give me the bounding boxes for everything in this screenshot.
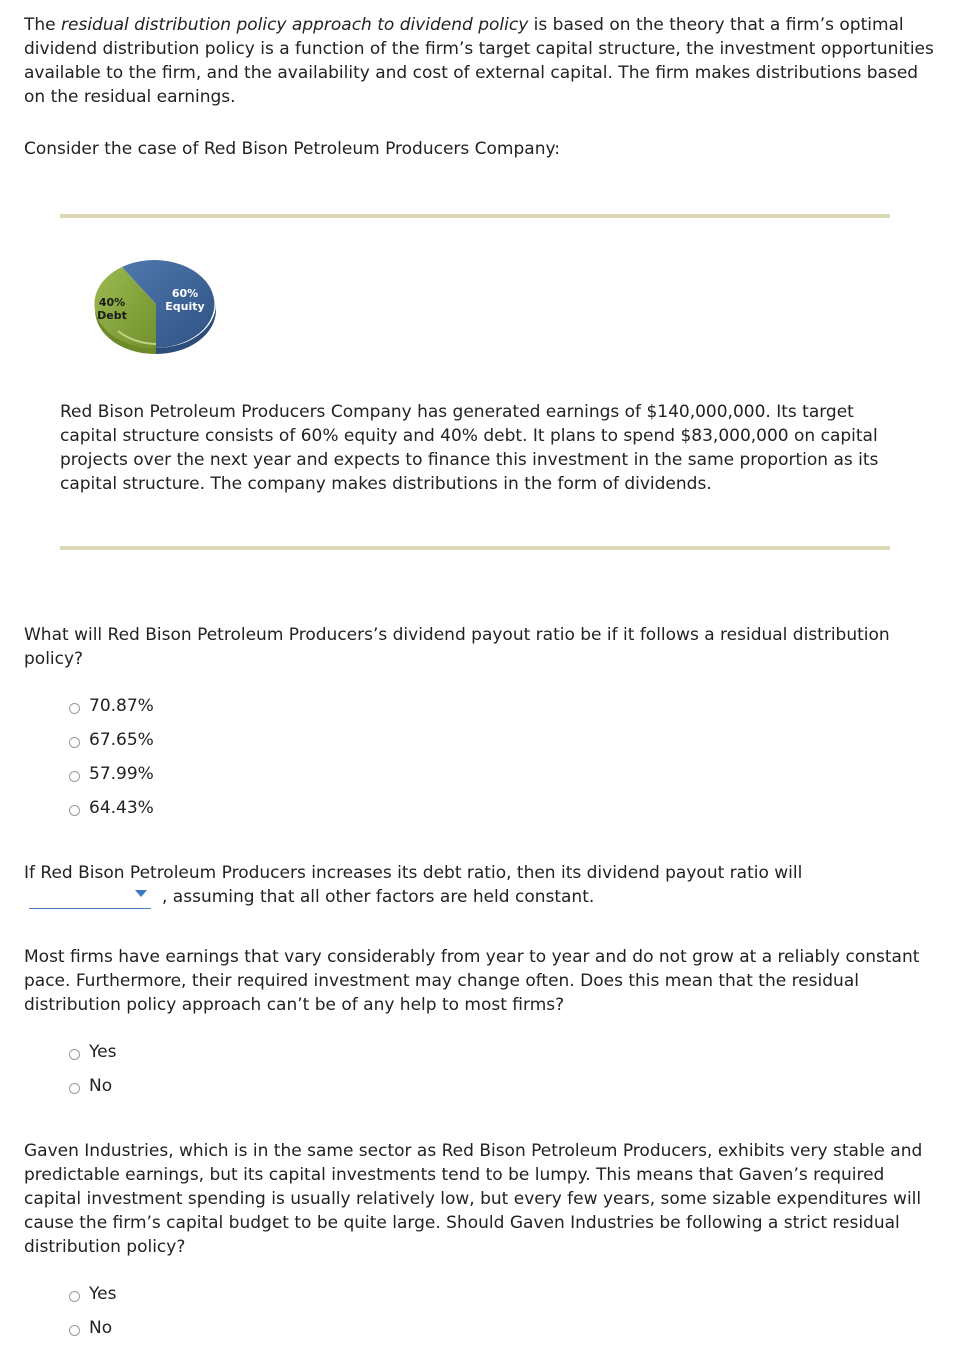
q1-option-1[interactable]	[69, 694, 154, 718]
radio-button[interactable]	[69, 1049, 80, 1060]
option-label: No	[89, 1318, 113, 1338]
question-3-text: Most firms have earnings that vary considerably from year to year and do not grow at a reliably constant pace. Furthermore, their required investment may change often. Does this mean that the residual distribution policy approach can’t be of any help to most firms?	[24, 947, 920, 1015]
q4-option-yes[interactable]	[69, 1282, 116, 1306]
question-2-text: If Red Bison Petroleum Producers increases its debt ratio, then its dividend payout ratio will	[24, 863, 803, 883]
intro-rest: is based on the theory that a firm’s optimal dividend distribution policy is a function of the firm’s target capital structure, the investment opportunities available to the firm, and the availability and cost of external capital. The firm makes distributions based on the residual earnings.	[24, 15, 934, 107]
pie-label-equity	[162, 287, 208, 313]
question-1-text: What will Red Bison Petroleum Producers’s dividend payout ratio be if it follows a residual distribution policy?	[24, 625, 890, 669]
radio-button[interactable]	[69, 1083, 80, 1094]
chevron-down-icon	[135, 890, 147, 897]
question-4-text: Gaven Industries, which is in the same sector as Red Bison Petroleum Producers, exhibits very stable and predictable earnings, but its capital investments tend to be lumpy. This means that Gaven’s required capital investment spending is usually relatively low, but every few years, some sizable expenditures will cause the firm’s capital budget to be quite large. Should Gaven Industries be following a strict residual distribution policy?	[24, 1141, 923, 1257]
radio-button[interactable]	[69, 737, 80, 748]
q3-option-yes[interactable]	[69, 1040, 116, 1064]
radio-button[interactable]	[69, 703, 80, 714]
bottom-divider	[60, 546, 890, 550]
option-label: Yes	[89, 1042, 117, 1062]
question-2-text-after: , assuming that all other factors are held constant.	[162, 887, 595, 907]
pie-equity-label: Equity	[165, 300, 205, 313]
q1-option-4[interactable]	[69, 796, 154, 820]
intro-paragraph	[24, 13, 934, 109]
option-label: 67.65%	[89, 730, 154, 750]
pie-debt-pct: 40%	[98, 296, 126, 309]
q1-option-2[interactable]	[69, 728, 154, 752]
option-label: No	[89, 1076, 113, 1096]
top-divider	[60, 214, 890, 218]
q3-option-no[interactable]	[69, 1074, 112, 1098]
pie-debt-label: Debt	[97, 309, 127, 322]
intro-prefix: The	[24, 15, 62, 35]
radio-button[interactable]	[69, 771, 80, 782]
intro-term: residual distribution policy approach to dividend policy	[61, 15, 529, 35]
option-label: 57.99%	[89, 764, 154, 784]
radio-button[interactable]	[69, 805, 80, 816]
pie-label-debt	[92, 296, 132, 322]
radio-button[interactable]	[69, 1325, 80, 1336]
pie-equity-pct: 60%	[171, 287, 199, 300]
debt-ratio-effect-dropdown[interactable]	[29, 888, 151, 909]
q4-option-no[interactable]	[69, 1316, 112, 1340]
radio-button[interactable]	[69, 1291, 80, 1302]
option-label: 64.43%	[89, 798, 154, 818]
capital-structure-pie	[88, 256, 224, 364]
q1-option-3[interactable]	[69, 762, 154, 786]
consider-text: Consider the case of Red Bison Petroleum Producers Company:	[24, 139, 561, 159]
option-label: 70.87%	[89, 696, 154, 716]
case-description: Red Bison Petroleum Producers Company has generated earnings of $140,000,000. Its target capital structure consists of 60% equity and 40% debt. It plans to spend $83,000,000 on capital projects over the next year and expects to finance this investment in the same proportion as its capital structure. The company makes distributions in the form of dividends.	[60, 402, 879, 494]
option-label: Yes	[89, 1284, 117, 1304]
